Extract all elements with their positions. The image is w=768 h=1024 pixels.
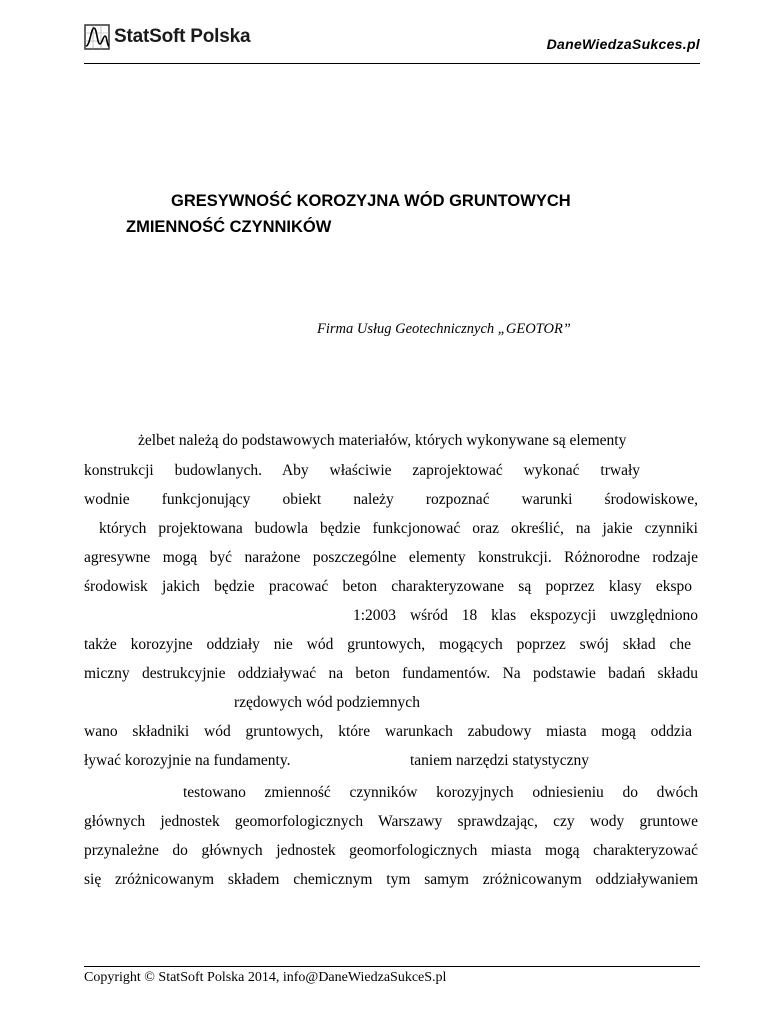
- body-line: środowisk jakich będzie pracować beton charakteryzowane są poprzez klasy ekspo: [84, 578, 692, 595]
- body-line: agresywne mogą być narażone poszczególne elementy konstrukcji. Różnorodne rodzaje: [84, 549, 698, 566]
- body-line: ływać korozyjnie na fundamenty.: [84, 752, 291, 769]
- header-divider: [84, 63, 700, 64]
- body-line: rzędowych wód podziemnych: [234, 694, 420, 711]
- body-line: konstrukcji budowlanych. Aby właściwie zaprojektować wykonać trwały: [84, 462, 640, 479]
- body-line: miczny destrukcyjnie oddziaływać na beton fundamentów. Na podstawie badań składu: [84, 665, 698, 682]
- footer-divider: [84, 966, 700, 967]
- statsoft-brand-text: StatSoft Polska: [114, 26, 251, 47]
- body-line: 1:2003 wśród 18 klas ekspozycji uwzględniono: [353, 607, 698, 624]
- body-line: testowano zmienność czynników korozyjnych odniesieniu do dwóch: [183, 784, 698, 801]
- chart-logo-icon: [84, 24, 110, 50]
- body-line: taniem narzędzi statystyczny: [410, 752, 590, 769]
- copyright-footer: Copyright © StatSoft Polska 2014, info@DaneWiedzaSukceS.pl: [84, 970, 447, 985]
- title-line-1: GRESYWNOŚĆ KOROZYJNA WÓD GRUNTOWYCH: [171, 192, 571, 210]
- body-line: żelbet należą do podstawowych materiałów, których wykonywane są elementy: [138, 432, 627, 449]
- danewiedzasukces-logo: DaneWiedzaSukces.pl: [546, 36, 700, 52]
- title-line-2: ZMIENNOŚĆ CZYNNIKÓW: [126, 218, 332, 236]
- body-line: wodnie funkcjonujący obiekt należy rozpoznać warunki środowiskowe,: [84, 491, 698, 508]
- body-line: głównych jednostek geomorfologicznych Warszawy sprawdzając, czy wody gruntowe: [84, 813, 698, 830]
- page-header: [84, 18, 700, 64]
- statsoft-logo: [84, 22, 250, 52]
- body-line: wano składniki wód gruntowych, które warunkach zabudowy miasta mogą oddzia: [84, 723, 692, 740]
- body-line: których projektowana budowla będzie funkcjonować oraz określić, na jakie czynniki: [99, 520, 698, 537]
- body-line: także korozyjne oddziały nie wód gruntowych, mogących poprzez swój skład che: [84, 636, 691, 653]
- body-line: się zróżnicowanym składem chemicznym tym samym zróżnicowanym oddziaływaniem: [84, 871, 698, 888]
- body-line: przynależne do głównych jednostek geomorfologicznych miasta mogą charakteryzować: [84, 842, 698, 859]
- author-affiliation: Firma Usług Geotechnicznych „GEOTOR”: [317, 321, 571, 337]
